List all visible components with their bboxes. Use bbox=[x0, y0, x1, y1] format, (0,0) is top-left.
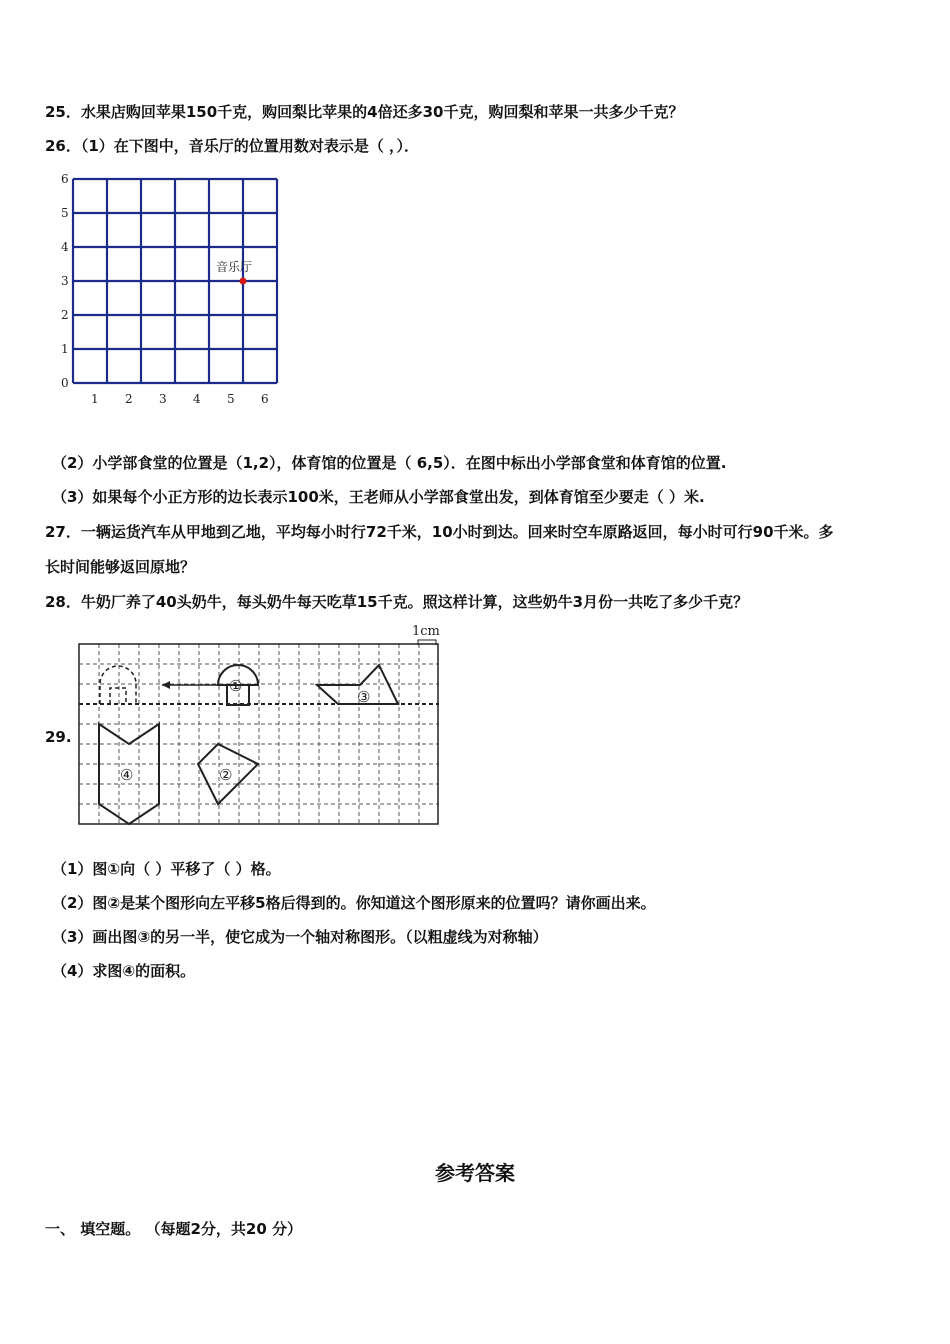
answer-section-1-heading: 一、 填空题。 （每题2分，共20 分） bbox=[45, 1220, 302, 1238]
question-28: 28．牛奶厂养了40头奶牛，每头奶牛每天吃草15千克。照这样计算，这些奶牛3月份一共吃了多少千克？ bbox=[45, 593, 749, 611]
grid-border bbox=[79, 644, 438, 824]
music-hall-point bbox=[240, 278, 247, 285]
y-tick-label: 5 bbox=[61, 206, 69, 220]
question-26-part2: （2）小学部食堂的位置是（1,2），体育馆的位置是（ 6,5）．在图中标出小学部食堂和体育馆的位置. bbox=[52, 454, 727, 472]
y-tick-label: 4 bbox=[61, 240, 69, 254]
question-25: 25．水果店购回苹果150千克，购回梨比苹果的4倍还多30千克，购回梨和苹果一共多少千克？ bbox=[45, 103, 684, 121]
ghost-shape-inner bbox=[110, 688, 126, 704]
question-27-line2: 长时间能够返回原地？ bbox=[45, 558, 196, 576]
y-tick-label: 1 bbox=[61, 342, 69, 356]
x-tick-label: 5 bbox=[227, 392, 235, 406]
translation-shapes-figure bbox=[70, 618, 450, 830]
x-axis-ticks bbox=[91, 392, 269, 406]
x-tick-label: 2 bbox=[125, 392, 133, 406]
question-26-part3: （3）如果每个小正方形的边长表示100米，王老师从小学部食堂出发，到体育馆至少要走（ ）米. bbox=[52, 488, 705, 506]
music-hall-label: 音乐厅 bbox=[216, 260, 253, 274]
x-tick-label: 1 bbox=[91, 392, 99, 406]
question-29-part4: （4）求图④的面积。 bbox=[52, 962, 196, 980]
question-29-part2: （2）图②是某个图形向左平移5格后得到的。你知道这个图形原来的位置吗？请你画出来。 bbox=[52, 894, 656, 912]
question-29-part3: （3）画出图③的另一半，使它成为一个轴对称图形。（以粗虚线为对称轴） bbox=[52, 928, 548, 946]
coordinate-grid-figure bbox=[55, 170, 295, 415]
y-tick-label: 3 bbox=[61, 274, 69, 288]
y-axis-ticks bbox=[61, 172, 69, 390]
shape-1-label: ① bbox=[229, 677, 243, 695]
question-27-line1: 27．一辆运货汽车从甲地到乙地，平均每小时行72千米，10小时到达。回来时空车原路返回，每小时可行90千米。多 bbox=[45, 523, 834, 541]
scale-label: 1cm bbox=[412, 624, 440, 639]
y-tick-label: 6 bbox=[61, 172, 69, 186]
x-tick-label: 6 bbox=[261, 392, 269, 406]
shape-4-label: ④ bbox=[120, 766, 134, 784]
dashed-grid bbox=[79, 644, 439, 824]
y-tick-label: 0 bbox=[61, 376, 69, 390]
shape-2-label: ② bbox=[219, 766, 233, 784]
arrow-head bbox=[162, 681, 170, 689]
x-tick-label: 3 bbox=[159, 392, 167, 406]
question-29-part1: （1）图①向（ ）平移了（ ）格。 bbox=[52, 860, 281, 878]
y-tick-label: 2 bbox=[61, 308, 69, 322]
question-26-part1: 26．（1）在下图中，音乐厅的位置用数对表示是（ ，）． bbox=[45, 137, 420, 155]
question-29-label: 29. bbox=[45, 728, 72, 746]
answer-section-title: 参考答案 bbox=[435, 1161, 515, 1185]
shape-3-label: ③ bbox=[357, 688, 371, 706]
ghost-shape bbox=[100, 666, 136, 704]
x-tick-label: 4 bbox=[193, 392, 201, 406]
